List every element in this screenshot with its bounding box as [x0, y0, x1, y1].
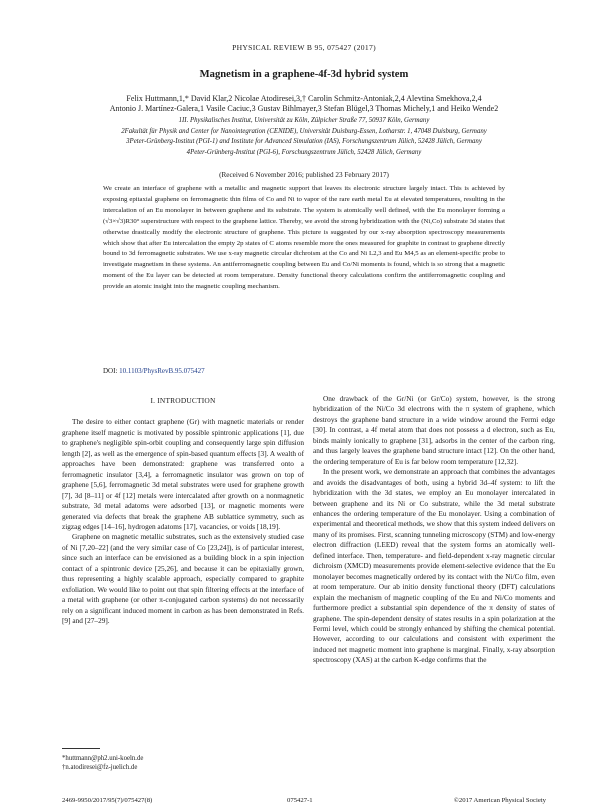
left-column	[62, 396, 304, 627]
paper-title: Magnetism in a graphene-4f-3d hybrid system	[199, 69, 409, 80]
affiliations	[50, 116, 558, 158]
footnote-email-2[interactable]: †n.atodiresei@fz-juelich.de	[62, 764, 138, 771]
affiliation-4: 4Peter-Grünberg-Institut (PGI-6), Forschungszentrum Jülich, 52428 Jülich, Germany	[186, 148, 422, 156]
copyright: ©2017 American Physical Society	[453, 797, 546, 804]
received-date: (Received 6 November 2016; published 23 February 2017)	[219, 171, 389, 179]
page-number: 075427-1	[287, 797, 313, 804]
footnotes	[62, 754, 302, 772]
footnote-email-1[interactable]: *huttmann@ph2.uni-koeln.de	[62, 755, 144, 762]
paragraph: The desire to either contact graphene (Gr) with magnetic materials or render graphene itself magnetic is motivated by possible spintronic applications [1], due to graphene's negligible spin-orbit coupling and consequently large spin diffusion length [2], as well as the emergence of spin-based quantum effects [3]. A wealth of approaches have been demonstrated: graphene was transferred onto a ferromagnetic insulator [3,4], a ferromagnetic insulator was grown on top of graphene [5,6], ferromagnetic 3d metal substrates were used for graphene growth [7], 3d [8–11] or 4f [12] metals were intercalated after growth on a nonmagnetic substrate, 3d metal adatoms were adsorbed [13], or magnetic moments were generated via defects that break the graphene AB sublattice symmetry, such as zigzag edges [14–16], hydrogen adatoms [17], vacancies, or voids [18,19].	[62, 417, 304, 531]
affiliation-3: 3Peter-Grünberg-Institut (PGI-1) and Institute for Advanced Simulation (IAS), Forschungszentrum Jülich, 52428 Jülich, Germany	[126, 138, 482, 146]
right-column	[313, 394, 555, 666]
abstract: We create an interface of graphene with a metallic and magnetic support that leaves its electronic structure largely intact. This is achieved by exposing epitaxial graphene on ferromagnetic thin films of Co and Ni to vapor of the rare earth metal Eu at elevated temperatures, resulting in the intercalation of an Eu monolayer in between graphene and its substrate. The system is atomically well defined, with the Eu monolayer forming a (√3×√3)R30° superstructure with respect to the graphene lattice. Thereby, we avoid the strong hybridization with the (Ni,Co) substrate 3d states that otherwise drastically modify the electronic structure of graphene. This picture is suggested by our x-ray absorption spectroscopy measurements which show that after Eu intercalation the empty 2p states of C atoms resemble more the ones measured for graphite in contrast to graphene directly bound to 3d ferromagnetic substrates. We use x-ray magnetic circular dichroism at the Co and Ni L2,3 and Eu M4,5 as an element-specific probe to investigate magnetism in these systems. An antiferromagnetic coupling between Eu and Co/Ni moments is found, which is so strong that a magnetic moment of the Eu layer can be detected at room temperature. Density functional theory calculations confirm the antiferromagnetic coupling and provide an atomic insight into the magnetic coupling mechanism.	[103, 185, 505, 291]
affiliation-1: 1II. Physikalisches Institut, Universität zu Köln, Zülpicher Straße 77, 50937 Köln, Germany	[178, 117, 430, 124]
paragraph: In the present work, we demonstrate an approach that combines the advantages and avoids the disadvantages of both, using a hybrid 3d–4f system: to lift the hybridization with the 3d states, we employ an Eu monolayer intercalated in between graphene and its Ni or Co substrate, while the 3d metal substrate enhances the ordering temperature of the Eu monolayer. Using a combination of experimental and theoretical methods, we show that this system indeed delivers on many of its promises. First, scanning tunneling microscopy (STM) and low-energy electron diffraction (LEED) reveal that the system forms an atomically well-defined interface. Then, temperature- and field-dependent x-ray magnetic circular dichroism (XMCD) measurements provide element-selective evidence that the Eu monolayer becomes magnetically ordered by its contact with the Ni/Co film, even at room temperature. Our ab initio density functional theory (DFT) calculations explain the mechanism of magnetic coupling of the Eu and Ni/Co moments and furthermore predict a substantial spin dependence of the π density of states of graphene. The spin-dependent density of states results in a spin polarization at the Fermi level, which could be strongly enhanced by shifting the chemical potential. However, according to our calculations and consistent with experiment the induced net magnetic moment into graphene is marginal. Finally, x-ray absorption spectroscopy (XAS) at the carbon K-edge confirms that the	[313, 467, 555, 665]
author-line-2: Antonio J. Martínez-Galera,1 Vasile Caciuc,3 Gustav Bihlmayer,3 Stefan Blügel,3 Thomas Michely,1 and Heiko Wende2	[109, 104, 499, 114]
paragraph: Graphene on magnetic metallic substrates, such as the extensively studied case of Ni [7,20–22] (and the very similar case of Co [23,24]), is of particular interest, since such an interface can be envisioned as a building block in a spin injection contact of a spintronic device [25,26], and because it can be epitaxially grown, thus representing a highly scalable approach, especially compared to graphite exfoliation. We would like to point out that spin filtering effects at the interface of a metal with graphene (or other π-conjugated carbon systems) do not necessarily rely on a significant induced moment in carbon as has been demonstrated in Refs. [9] and [27–29].	[62, 532, 304, 626]
doi-link[interactable]: 10.1103/PhysRevB.95.075427	[119, 367, 205, 375]
footer-issn: 2469-9950/2017/95(7)/075427(8)	[62, 797, 153, 804]
affiliation-2: 2Fakultät für Physik and Center for Nanointegration (CENIDE), Universität Duisburg-Essen, Lotharstr. 1, 47048 Duisburg, Germany	[121, 127, 487, 135]
running-header: PHYSICAL REVIEW B 95, 075427 (2017)	[232, 43, 376, 52]
doi-label: DOI:	[103, 367, 120, 375]
footnote-divider	[62, 748, 100, 749]
author-list	[55, 94, 553, 115]
author-line-1: Felix Huttmann,1,* David Klar,2 Nicolae Atodiresei,3,† Carolin Schmitz-Antoniak,2,4 Alevtina Smekhova,2,4	[126, 94, 482, 103]
section-heading: I. INTRODUCTION	[150, 396, 216, 405]
doi-line	[103, 367, 205, 375]
paragraph: One drawback of the Gr/Ni (or Gr/Co) system, however, is the strong hybridization of the Ni/Co 3d electrons with the π system of graphene, which destroys the graphene band structure in a wide window around the Fermi edge [30]. In contrast, a 4f metal atom that does not possess a d electron, such as Eu, binds mainly ionically to graphene [31], adsorbs in the center of the carbon ring, and thus largely leaves the graphene band structure intact [12]. On the other hand, the ordering temperature of Eu is far below room temperature [12,32].	[313, 394, 555, 466]
